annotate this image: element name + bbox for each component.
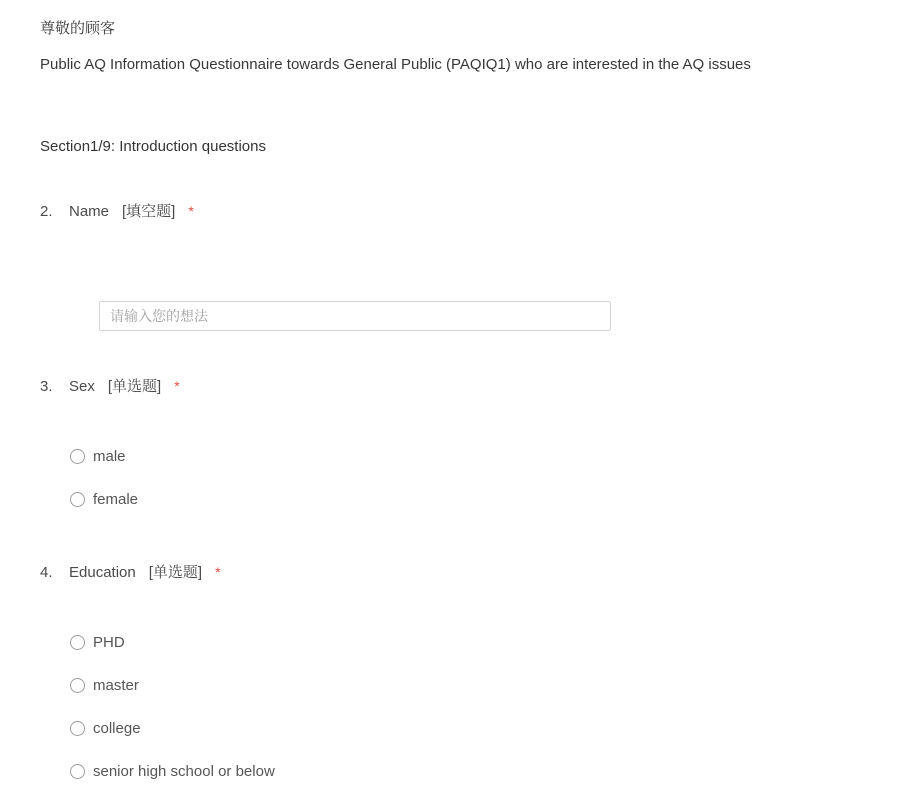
- questionnaire-title: Public AQ Information Questionnaire towards General Public (PAQIQ1) who are interested in the AQ issues: [40, 56, 751, 73]
- option-college[interactable]: [70, 717, 860, 739]
- option-senior-high-school-or-below[interactable]: [70, 760, 860, 782]
- question-number: 2.: [40, 203, 53, 220]
- question-number: 3.: [40, 378, 53, 395]
- radio-button-icon[interactable]: [70, 721, 85, 736]
- radio-button-icon[interactable]: [70, 678, 85, 693]
- required-mark: *: [174, 378, 180, 394]
- required-mark: *: [188, 203, 194, 219]
- radio-button-icon[interactable]: [70, 449, 85, 464]
- question-name: [40, 200, 860, 223]
- option-label: college: [93, 719, 141, 737]
- answer-input-wrapper: [99, 301, 860, 331]
- question-type-tag: [单选题]: [107, 378, 162, 395]
- option-label: female: [93, 490, 139, 508]
- option-label: master: [93, 676, 139, 694]
- question-type-tag: [单选题]: [148, 564, 203, 581]
- greeting-text: 尊敬的顾客: [40, 20, 116, 37]
- question-number: 4.: [40, 564, 53, 581]
- section-header: Section1/9: Introduction questions: [40, 138, 266, 155]
- question-sex: [40, 375, 860, 398]
- option-phd[interactable]: [70, 631, 860, 653]
- option-male[interactable]: [70, 445, 860, 467]
- option-label: senior high school or below: [93, 762, 275, 780]
- radio-button-icon[interactable]: [70, 764, 85, 779]
- answer-input[interactable]: [99, 301, 611, 331]
- option-female[interactable]: [70, 488, 860, 510]
- radio-button-icon[interactable]: [70, 492, 85, 507]
- question-title: Education: [69, 564, 136, 581]
- question-title: Sex: [69, 378, 95, 395]
- radio-button-icon[interactable]: [70, 635, 85, 650]
- question-education: [40, 561, 860, 584]
- option-label: PHD: [93, 633, 125, 651]
- question-type-tag: [填空题]: [122, 203, 176, 220]
- option-master[interactable]: [70, 674, 860, 696]
- required-mark: *: [215, 564, 221, 580]
- option-label: male: [93, 447, 126, 465]
- question-title: Name: [69, 203, 110, 220]
